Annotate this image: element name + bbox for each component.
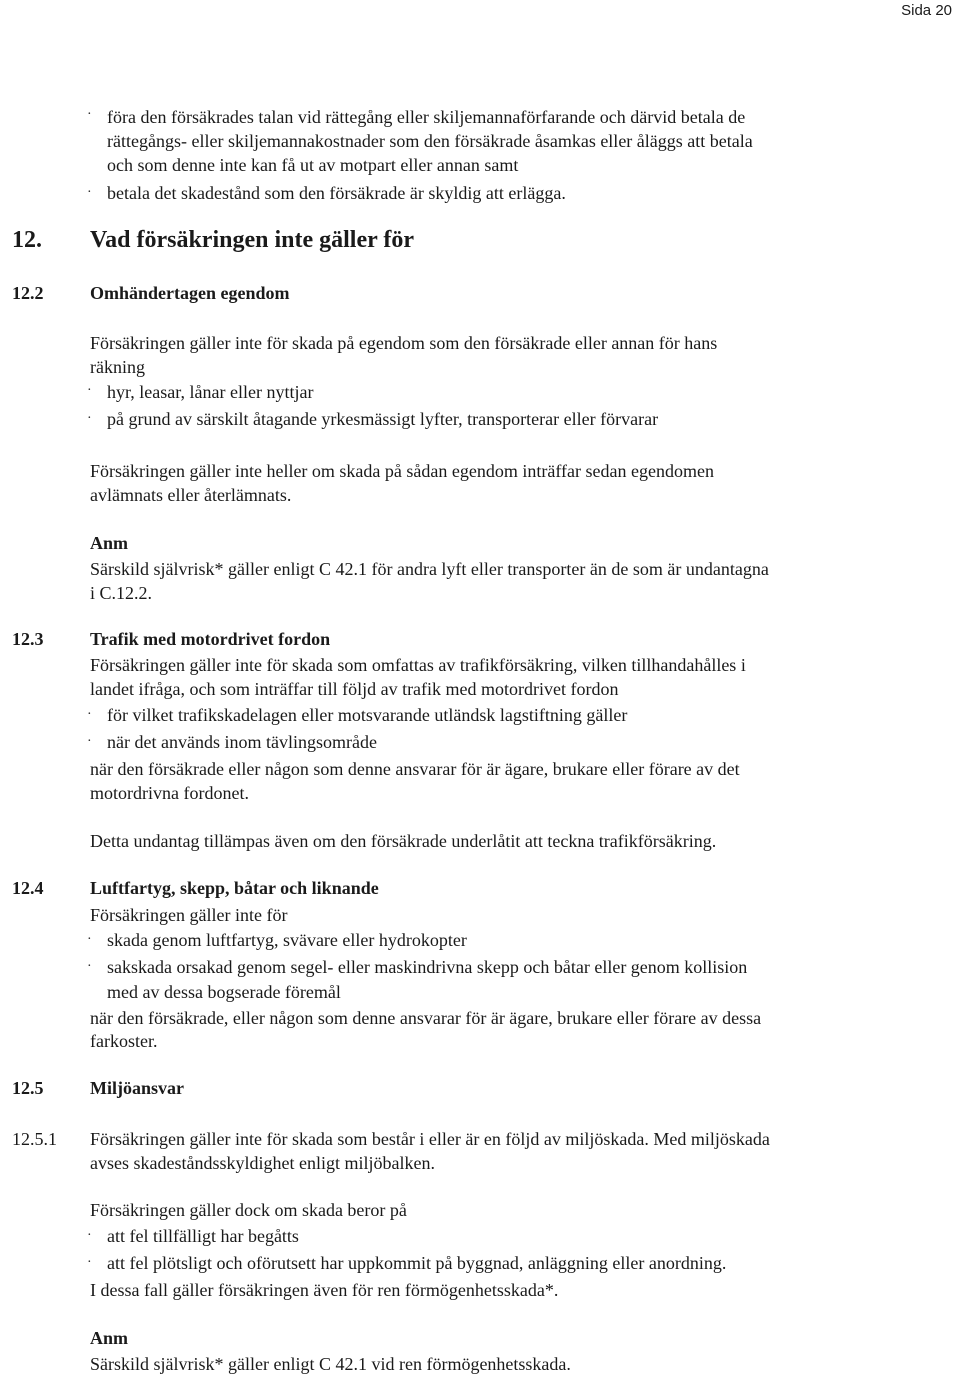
section-12-3-number: 12.3 (12, 629, 44, 649)
s12-3-para-2-line-2: motordrivna fordonet. (90, 783, 249, 803)
s12-2-bullet-2: på grund av särskilt åtagande yrkesmässigt lyfter, transporterar eller förvarar (107, 409, 659, 429)
s12-3-para-1-line-1: Försäkringen gäller inte för skada som omfattas av trafikförsäkring, vilken tillhandahålles i (90, 655, 746, 675)
bullet-dot: · (87, 107, 92, 122)
s12-2-para-1-line-2: räkning (90, 357, 145, 377)
page-number: Sida 20 (901, 2, 952, 19)
section-12-title: Vad försäkringen inte gäller för (90, 227, 414, 253)
section-12-number: 12. (12, 227, 42, 253)
bullet-dot: · (87, 734, 92, 749)
s12-4-para-2-line-2: farkoster. (90, 1031, 158, 1051)
s12-4-para-2-line-1: när den försäkrade, eller någon som denne ansvarar för är ägare, brukare eller förare av dessa (90, 1008, 762, 1028)
s12-5-1-para-3: I dessa fall gäller försäkringen även för ren förmögenhetsskada*. (90, 1280, 559, 1300)
s12-5-1-bullet-2: att fel plötsligt och oförutsett har uppkommit på byggnad, anläggning eller anordning. (107, 1253, 727, 1273)
s12-5-1-anm-line-1: Särskild självrisk* gäller enligt C 42.1 vid ren förmögenhetsskada. (90, 1354, 571, 1374)
bullet-dot: · (87, 411, 92, 426)
s12-4-para-1: Försäkringen gäller inte för (90, 905, 288, 925)
bullet-dot: · (87, 1255, 92, 1270)
section-12-2-number: 12.2 (12, 283, 44, 303)
s12-2-anm-line-1: Särskild självrisk* gäller enligt C 42.1 för andra lyft eller transporter än de som är undantagna (90, 559, 769, 579)
s12-2-para-2-line-2: avlämnats eller återlämnats. (90, 485, 292, 505)
section-12-2-title: Omhändertagen egendom (90, 283, 290, 303)
s12-5-1-anm-label: Anm (90, 1328, 129, 1348)
bullet-dot: · (87, 185, 92, 200)
intro-bullet-1-line-1: föra den försäkrades talan vid rättegång eller skiljemannaförfarande och därvid betala de (107, 107, 746, 127)
intro-bullet-1-line-2: rättegångs- eller skiljemannakostnader som den försäkrade åsamkas eller åläggs att betala (107, 131, 753, 151)
s12-2-anm-label: Anm (90, 533, 129, 553)
intro-bullet-1-line-3: och som denne inte kan få ut av motpart eller annan samt (107, 155, 519, 175)
s12-5-1-para-1-line-1: Försäkringen gäller inte för skada som består i eller är en följd av miljöskada. Med miljöskada (90, 1129, 770, 1149)
s12-5-1-para-2: Försäkringen gäller dock om skada beror på (90, 1200, 407, 1220)
s12-2-anm-line-2: i C.12.2. (90, 583, 153, 603)
section-12-5-1-number: 12.5.1 (12, 1129, 57, 1149)
s12-5-1-para-1-line-2: avses skadeståndsskyldighet enligt miljöbalken. (90, 1153, 435, 1173)
bullet-dot: · (87, 959, 92, 974)
s12-3-para-1-line-2: landet ifråga, och som inträffar till följd av trafik med motordrivet fordon (90, 679, 619, 699)
s12-5-1-bullet-1: att fel tillfälligt har begåtts (107, 1226, 299, 1246)
bullet-dot: · (87, 1228, 92, 1243)
section-12-3-title: Trafik med motordrivet fordon (90, 629, 331, 649)
s12-3-para-3: Detta undantag tillämpas även om den försäkrade underlåtit att teckna trafikförsäkring. (90, 831, 717, 851)
s12-3-para-2-line-1: när den försäkrade eller någon som denne ansvarar för är ägare, brukare eller förare av det (90, 759, 740, 779)
s12-4-bullet-2-line-1: sakskada orsakad genom segel- eller maskindrivna skepp och båtar eller genom kollision (107, 957, 748, 977)
s12-3-bullet-2: när det används inom tävlingsområde (107, 732, 377, 752)
s12-2-bullet-1: hyr, leasar, lånar eller nyttjar (107, 382, 314, 402)
intro-bullet-2: betala det skadestånd som den försäkrade är skyldig att erlägga. (107, 183, 566, 203)
s12-2-para-2-line-1: Försäkringen gäller inte heller om skada på sådan egendom inträffar sedan egendomen (90, 461, 714, 481)
section-12-4-number: 12.4 (12, 878, 44, 898)
s12-2-para-1-line-1: Försäkringen gäller inte för skada på egendom som den försäkrade eller annan för hans (90, 333, 718, 353)
section-12-5-title: Miljöansvar (90, 1078, 184, 1098)
bullet-dot: · (87, 707, 92, 722)
bullet-dot: · (87, 932, 92, 947)
section-12-5-number: 12.5 (12, 1078, 44, 1098)
bullet-dot: · (87, 383, 92, 398)
s12-4-bullet-2-line-2: med av dessa bogserade föremål (107, 982, 341, 1002)
s12-4-bullet-1: skada genom luftfartyg, svävare eller hydrokopter (107, 930, 467, 950)
s12-3-bullet-1: för vilket trafikskadelagen eller motsvarande utländsk lagstiftning gäller (107, 705, 628, 725)
section-12-4-title: Luftfartyg, skepp, båtar och liknande (90, 878, 379, 898)
